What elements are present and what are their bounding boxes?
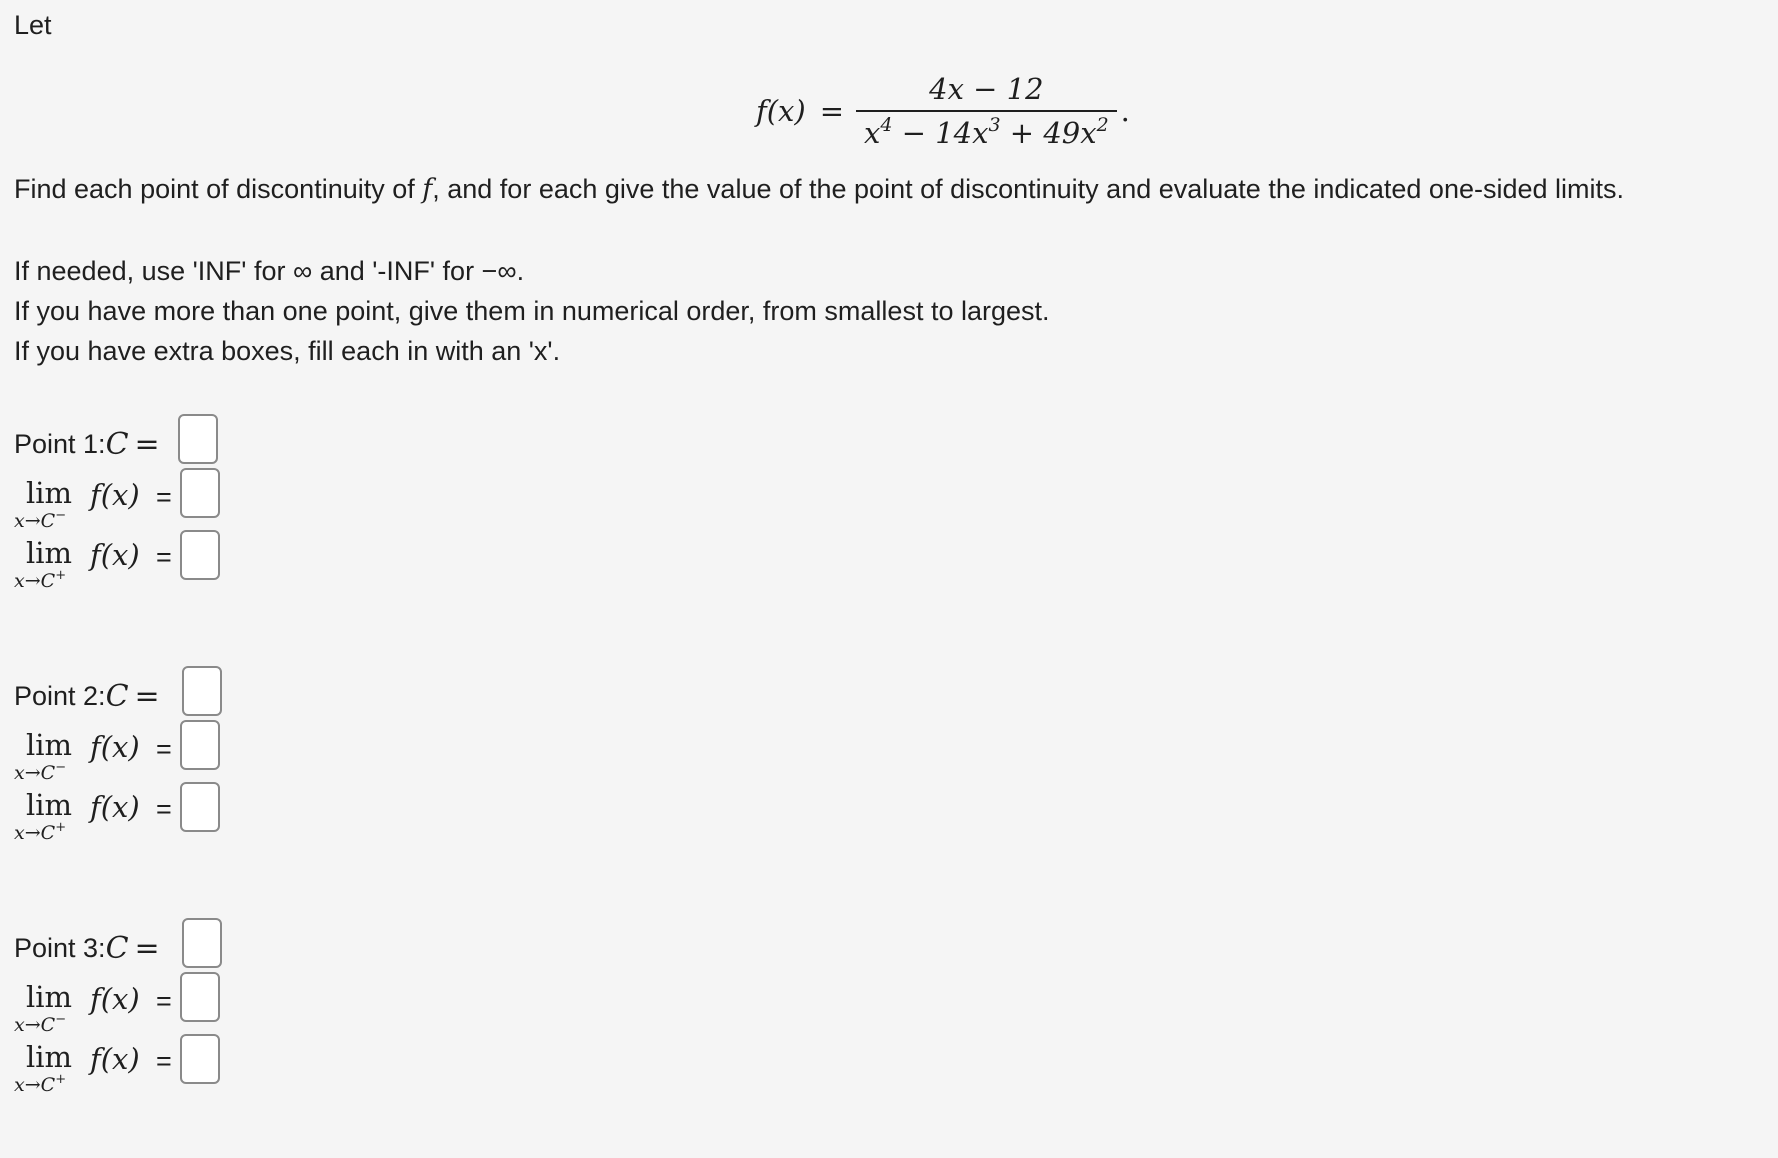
point-3-left-limit-input[interactable] — [180, 972, 220, 1022]
intro-text: Let — [14, 10, 52, 40]
point-2-left-limit-input[interactable] — [180, 720, 220, 770]
lim-subscript: x→C− — [14, 508, 67, 532]
point-1-label: Point 1: — [14, 428, 106, 459]
lim-function: f(x) — [90, 730, 140, 764]
lim-operator: lim — [26, 476, 73, 510]
lim-function: f(x) — [90, 790, 140, 824]
point-3-c-input[interactable] — [182, 918, 222, 968]
formula-fraction — [856, 72, 1117, 150]
task-instructions: Find each point of discontinuity of f, and for each give the value of the point of discontinuity and evaluate the indicated one-sided limits. — [14, 174, 1625, 205]
formula-lhs: f(x) — [756, 94, 806, 128]
c-symbol: C — [105, 930, 129, 966]
lim-subscript: x→C+ — [14, 820, 67, 844]
point-1-left-limit-input[interactable] — [180, 468, 220, 518]
lim-equals: = — [156, 542, 172, 572]
lim-equals: = — [156, 482, 172, 512]
point-2-c-input[interactable] — [182, 666, 222, 716]
c-equals: = — [134, 426, 160, 462]
lim-subscript: x→C− — [14, 760, 67, 784]
point-3-label: Point 3: — [14, 932, 106, 963]
point-2-c-row — [14, 668, 160, 724]
function-formula — [756, 66, 1130, 156]
lim-operator: lim — [26, 788, 73, 822]
lim-function: f(x) — [90, 1042, 140, 1076]
lim-subscript: x→C+ — [14, 568, 67, 592]
lim-equals: = — [156, 1046, 172, 1076]
point-3-c-row — [14, 920, 160, 976]
formula-numerator: 4x − 12 — [929, 72, 1044, 106]
point-1-c-input[interactable] — [178, 414, 218, 464]
point-2-right-limit-input[interactable] — [180, 782, 220, 832]
point-1-right-limit-input[interactable] — [180, 530, 220, 580]
hint-order: If you have more than one point, give them in numerical order, from smallest to largest. — [14, 296, 1050, 326]
lim-operator: lim — [26, 728, 73, 762]
c-equals: = — [134, 678, 160, 714]
lim-function: f(x) — [90, 538, 140, 572]
hint-extra-boxes: If you have extra boxes, fill each in with an 'x'. — [14, 336, 561, 366]
point-1-c-row — [14, 416, 160, 472]
c-symbol: C — [105, 426, 129, 462]
point-3-right-limit-input[interactable] — [180, 1034, 220, 1084]
lim-equals: = — [156, 794, 172, 824]
lim-function: f(x) — [90, 478, 140, 512]
formula-denominator: $x^4 - 14x^3 + 49x^2$ — [856, 110, 1117, 150]
c-equals: = — [134, 930, 160, 966]
point-2-label: Point 2: — [14, 680, 106, 711]
task-function-var: f — [422, 174, 433, 205]
formula-equals: = — [819, 94, 845, 128]
formula-period: . — [1120, 94, 1130, 128]
lim-equals: = — [156, 734, 172, 764]
hint-infinity: If needed, use 'INF' for ∞ and '-INF' for −∞. — [14, 256, 525, 286]
lim-operator: lim — [26, 1040, 73, 1074]
lim-operator: lim — [26, 980, 73, 1014]
lim-subscript: x→C− — [14, 1012, 67, 1036]
c-symbol: C — [105, 678, 129, 714]
lim-function: f(x) — [90, 982, 140, 1016]
lim-subscript: x→C+ — [14, 1072, 67, 1096]
lim-operator: lim — [26, 536, 73, 570]
lim-equals: = — [156, 986, 172, 1016]
